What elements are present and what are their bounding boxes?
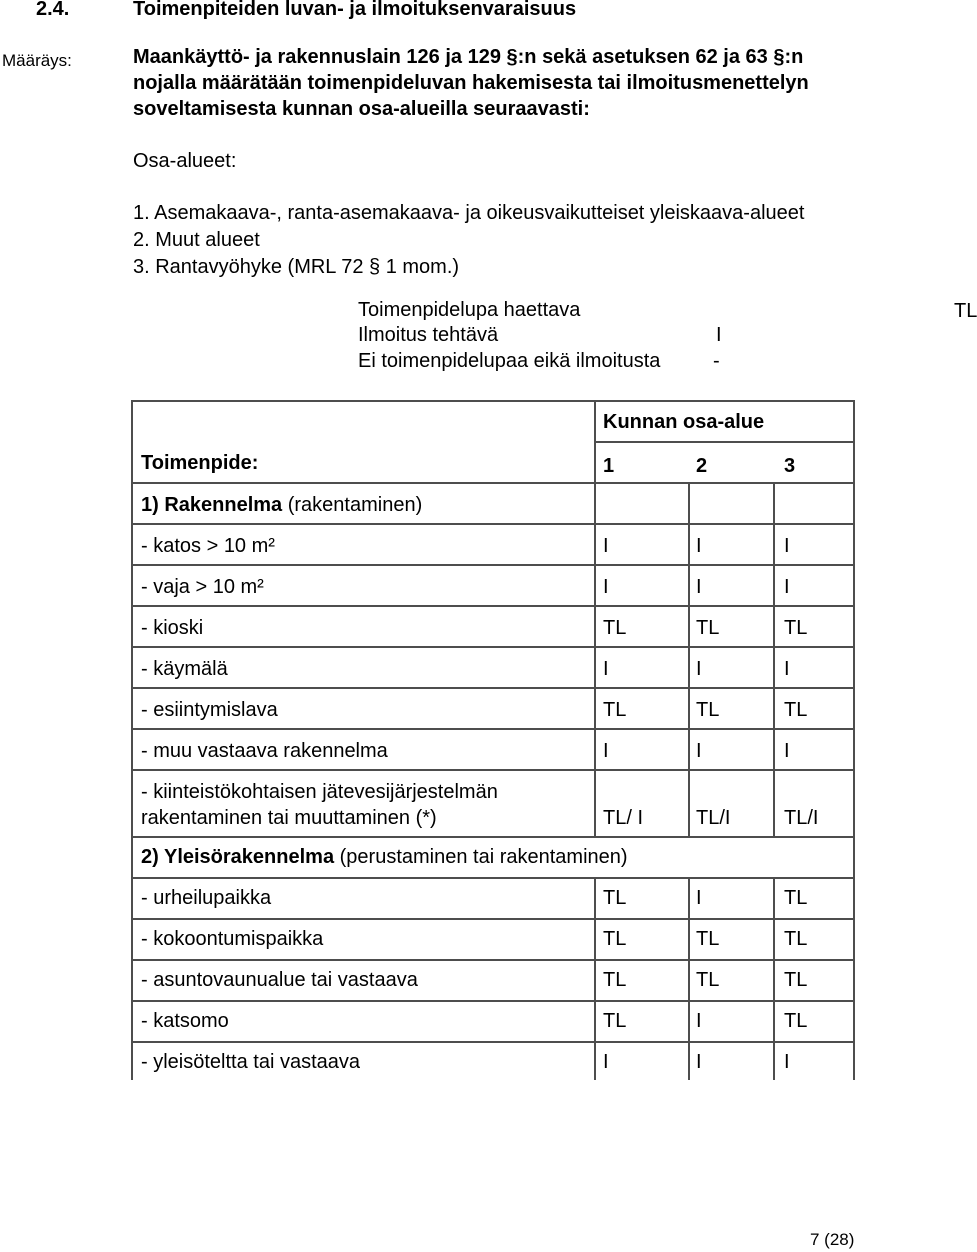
table-rule [131, 918, 854, 920]
subarea-item: 1. Asemakaava-, ranta-asemakaava- ja oikeusvaikutteiset yleiskaava-alueet [133, 202, 805, 224]
row-label: - käymälä [141, 658, 228, 680]
table-rule [131, 877, 854, 879]
row-label: - kokoontumispaikka [141, 928, 324, 950]
cell-value: I [696, 658, 702, 680]
subarea-item: 3. Rantavyöhyke (MRL 72 § 1 mom.) [133, 256, 460, 278]
row-label: - kioski [141, 617, 204, 639]
cell-value: TL [603, 887, 627, 909]
legend-code: TL [954, 300, 977, 322]
column-header: 3 [784, 455, 796, 477]
cell-value: I [784, 1051, 790, 1073]
table-column-rule [594, 877, 596, 1080]
cell-value: I [603, 658, 609, 680]
legend-text: Ei toimenpidelupaa eikä ilmoitusta [358, 350, 661, 372]
table-rule [131, 646, 854, 648]
table-rule [131, 836, 854, 838]
regulation-label: Määräys: [2, 51, 72, 70]
cell-value: I [784, 740, 790, 762]
table-rule [131, 605, 854, 607]
table-column-rule [131, 400, 133, 1080]
table-rule [131, 1000, 854, 1002]
section-heading-rakennelma [141, 494, 422, 517]
cell-value: TL [784, 1010, 808, 1032]
page-number: 7 (28) [810, 1230, 855, 1249]
cell-value: I [696, 576, 702, 598]
cell-value: TL [603, 969, 627, 991]
legend-code: - [713, 350, 720, 372]
table-column-rule [773, 482, 775, 838]
table-rule [131, 687, 854, 689]
legend-text: Toimenpidelupa haettava [358, 299, 581, 321]
legend-text: Ilmoitus tehtävä [358, 324, 499, 346]
cell-value: I [696, 535, 702, 557]
cell-value: I [696, 740, 702, 762]
cell-value: TL [603, 617, 627, 639]
section-heading-rest: (perustaminen tai rakentaminen) [334, 846, 628, 868]
table-rule [594, 441, 854, 443]
row-label: - muu vastaava rakennelma [141, 740, 388, 762]
cell-value: I [784, 658, 790, 680]
cell-value: TL [784, 928, 808, 950]
cell-value: TL [696, 969, 720, 991]
cell-value: I [784, 576, 790, 598]
subareas-heading: Osa-alueet: [133, 150, 237, 172]
row-label: - urheilupaikka [141, 887, 272, 909]
cell-value: I [696, 1010, 702, 1032]
table-rule [131, 482, 854, 484]
cell-value: TL [603, 1010, 627, 1032]
table-column-rule [688, 877, 690, 1080]
column-header: 2 [696, 455, 708, 477]
table-rule [131, 728, 854, 730]
column-header: 1 [603, 455, 615, 477]
cell-value: TL [784, 969, 808, 991]
section-heading-bold: 2) Yleisörakennelma [141, 846, 335, 868]
section-heading-bold: 1) Rakennelma [141, 494, 283, 516]
cell-value: TL [603, 928, 627, 950]
cell-value: I [784, 535, 790, 557]
cell-value: I [603, 740, 609, 762]
table-column-rule [853, 400, 855, 1080]
intro-text [133, 44, 809, 122]
row-label: - katsomo [141, 1010, 229, 1032]
subareas-list [133, 200, 804, 281]
table-column-rule [773, 877, 775, 1080]
row-label: - asuntovaunualue tai vastaava [141, 969, 418, 991]
cell-value: TL [784, 699, 808, 721]
table-rule [131, 1041, 854, 1043]
subarea-item: 2. Muut alueet [133, 229, 260, 251]
cell-value: TL/ I [603, 807, 644, 829]
section-number: 2.4. [36, 0, 70, 20]
cell-value: TL [784, 617, 808, 639]
intro-line: Maankäyttö- ja rakennuslain 126 ja 129 §:n sekä asetuksen 62 ja 63 §:n [133, 46, 804, 68]
row-label: rakentaminen tai muuttaminen (*) [141, 807, 437, 829]
cell-value: TL [784, 887, 808, 909]
table-column-rule [688, 482, 690, 838]
table-rule [131, 959, 854, 961]
row-header: Toimenpide: [141, 452, 259, 474]
row-label: - vaja > 10 m² [141, 576, 264, 598]
cell-value: TL [603, 699, 627, 721]
table-rule [131, 769, 854, 771]
cell-value: I [603, 576, 609, 598]
table-border-top [131, 400, 854, 402]
row-label: - katos > 10 m² [141, 535, 275, 557]
section-title: Toimenpiteiden luvan- ja ilmoituksenvaraisuus [133, 0, 577, 20]
cell-value: I [696, 887, 702, 909]
table-rule [131, 564, 854, 566]
intro-line: nojalla määrätään toimenpideluvan hakemisesta tai ilmoitusmenettelyn [133, 72, 809, 94]
intro-line: soveltamisesta kunnan osa-alueilla seuraavasti: [133, 98, 590, 120]
cell-value: TL/I [784, 807, 819, 829]
section-heading-yleisorakennelma [141, 846, 628, 869]
section-heading-rest: (rakentaminen) [282, 494, 423, 516]
legend-code: I [716, 324, 722, 346]
cell-value: TL/I [696, 807, 731, 829]
row-label: - esiintymislava [141, 699, 278, 721]
cell-value: I [603, 1051, 609, 1073]
cell-value: TL [696, 928, 720, 950]
cell-value: I [696, 1051, 702, 1073]
cell-value: TL [696, 699, 720, 721]
cell-value: TL [696, 617, 720, 639]
row-label: - kiinteistökohtaisen jätevesijärjestelmän [141, 781, 498, 803]
group-header: Kunnan osa-alue [603, 411, 765, 433]
row-label: - yleisöteltta tai vastaava [141, 1051, 360, 1073]
cell-value: I [603, 535, 609, 557]
table-rule [131, 523, 854, 525]
table-column-rule [594, 400, 596, 838]
